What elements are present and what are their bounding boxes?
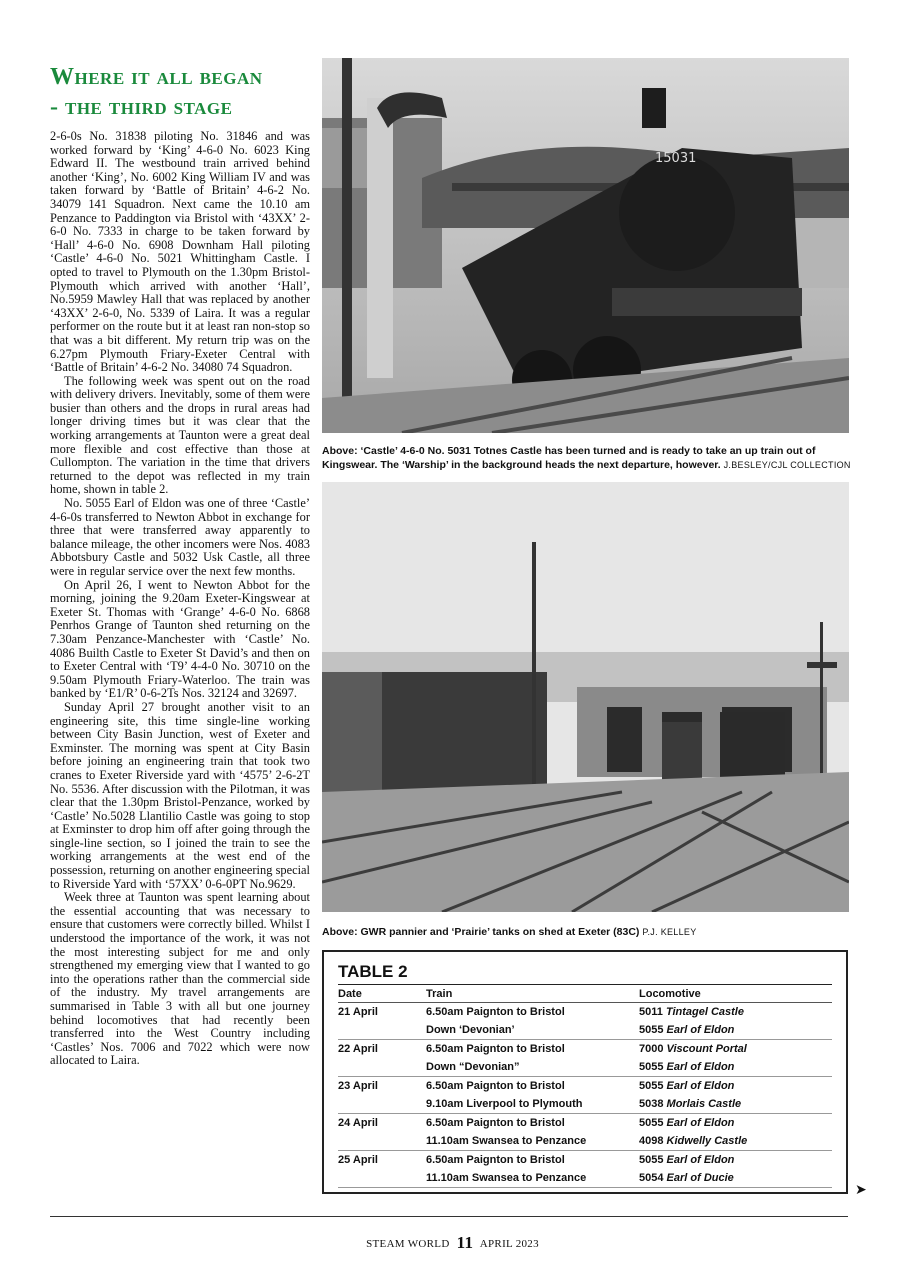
- caption-lead: Above:: [322, 445, 358, 457]
- cell-date: [338, 1021, 426, 1040]
- col-header-locomotive: Locomotive: [639, 985, 832, 1003]
- headline-line-2: - the third stage: [50, 94, 233, 120]
- table-header-row: [338, 985, 832, 1003]
- issue-date: APRIL 2023: [479, 1238, 539, 1250]
- photo-exeter-shed: [322, 482, 849, 912]
- paragraph: The following week was spent out on the road with delivery drivers. Inevitably, some of them were busier than others and the drops in rural areas had longer driving times but it was clear that the working arrangements at Taunton were a great deal more flexible and cost effective than those at Cullompton. The variation in the time that drivers returned to the depot was reflected in my train home, shown in table 2.: [50, 373, 310, 497]
- photo2-caption: [322, 925, 862, 939]
- cell-loco: 4098 Kidwelly Castle: [639, 1132, 832, 1151]
- cell-date: [338, 1132, 426, 1151]
- photo1-caption: [322, 444, 862, 472]
- magazine-name: STEAM WORLD: [366, 1238, 450, 1250]
- paragraph: Week three at Taunton was spent learning about the essential accounting that was necessary to ensure that customers were correctly billed. Whilst I understood the importance of the work, it was not the most interesting subject for me and only strengthened my emerging view that I wanted to go into the operations rather than the commercial side of the industry. My travel arrangements are summarised in Table 3 with all but one journey behind locomotives that had recently been transferred into the West Country including ‘Castles’ Nos. 7006 and 7022 which were now allocated to Laira.: [50, 890, 310, 1068]
- table-row: [338, 1003, 832, 1022]
- cell-loco: 5011 Tintagel Castle: [639, 1006, 744, 1018]
- photo-credit: J.BESLEY/CJL COLLECTION: [723, 460, 851, 470]
- cell-loco: 5055 Earl of Eldon: [639, 1080, 735, 1092]
- table-row: [338, 1114, 832, 1133]
- cell-date: [338, 1095, 426, 1114]
- cell-train: 6.50am Paignton to Bristol: [426, 1117, 565, 1129]
- table-2: [322, 950, 848, 1194]
- cell-date: [338, 1058, 426, 1077]
- cell-loco: 7000 Viscount Portal: [639, 1043, 747, 1055]
- cell-date: 25 April: [338, 1154, 378, 1166]
- shed-photo-illustration: [322, 482, 849, 912]
- table-row: [338, 1169, 832, 1188]
- locomotive-photo-illustration: [322, 58, 849, 433]
- table-title: TABLE 2: [338, 962, 408, 981]
- cell-date: 24 April: [338, 1117, 378, 1129]
- cell-train: 9.10am Liverpool to Plymouth: [426, 1095, 639, 1114]
- continue-arrow-icon: ➤: [855, 1182, 867, 1198]
- photo-castle-locomotive: [322, 58, 849, 433]
- article-body: [50, 130, 310, 1068]
- paragraph: 2-6-0s No. 31838 piloting No. 31846 and was worked forward by ‘King’ 4-6-0 No. 6023 King Edward II. The westbound train arrived behind another ‘King’, No. 6002 King William IV and was taken forward by ‘Battle of Britain’ 4-6-2 No. 34079 141 Squadron. Next came the 10.10 am Penzance to Paddington via Bristol with ‘43XX’ 2-6-0 No. 7333 in charge to be taken forward by ‘Hall’ 4-6-0 No. 6908 Downham Hall piloting ‘Castle’ 4-6-0 No. 5021 Whittingham Castle. I opted to travel to Plymouth on the 1.30pm Bristol-Plymouth which arrived with another ‘Hall’, No.5959 Mawley Hall that was replaced by another ‘43XX’ 2-6-0, No. 5339 of Laira. It was a regular performer on the route but it at least ran non-stop so that was a bit different. My return trip was on the 6.27pm Plymouth Friary-Exeter Central with ‘Battle of Britain’ 4-6-2 No. 34080 74 Squadron.: [50, 129, 310, 375]
- table-row: [338, 1151, 832, 1170]
- caption-lead: Above:: [322, 926, 358, 938]
- page-footer: [0, 1233, 905, 1253]
- col-header-train: Train: [426, 985, 639, 1003]
- smokebox-number: 15031: [655, 151, 697, 166]
- cell-date: [338, 1169, 426, 1188]
- footer-divider: [50, 1216, 848, 1217]
- cell-train: 6.50am Paignton to Bristol: [426, 1080, 565, 1092]
- cell-loco: 5054 Earl of Ducie: [639, 1169, 832, 1188]
- paragraph: On April 26, I went to Newton Abbot for the morning, joining the 9.20am Exeter-Kingswear at Exeter St. Thomas with ‘Grange’ 4-6-0 No. 6868 Penrhos Grange of Taunton shed returning on the 7.30am Penzance-Manchester with ‘Castle’ No. 4086 Builth Castle to Exeter St David’s and then on to Exeter Central with ‘T9’ 4-4-0 No. 30710 on the 9.50am Plymouth Friary-Waterloo. The train was banked by ‘E1/R’ 0-6-2Ts Nos. 32124 and 32697.: [50, 577, 310, 701]
- headline-line-1: Where it all began: [50, 64, 263, 90]
- cell-train: Down “Devonian”: [426, 1058, 639, 1077]
- cell-train: 6.50am Paignton to Bristol: [426, 1043, 565, 1055]
- cell-loco: 5055 Earl of Eldon: [639, 1117, 735, 1129]
- table-row: [338, 1021, 832, 1040]
- cell-loco: 5055 Earl of Eldon: [639, 1058, 832, 1077]
- table-row: [338, 1058, 832, 1077]
- cell-train: 6.50am Paignton to Bristol: [426, 1154, 565, 1166]
- cell-train: Down ‘Devonian’: [426, 1021, 639, 1040]
- article-column: [50, 62, 310, 1068]
- cell-date: 21 April: [338, 1006, 378, 1018]
- cell-loco: 5055 Earl of Eldon: [639, 1154, 735, 1166]
- cell-loco: 5038 Morlais Castle: [639, 1095, 832, 1114]
- table-row: [338, 1095, 832, 1114]
- col-header-date: Date: [338, 985, 426, 1003]
- cell-train: 11.10am Swansea to Penzance: [426, 1169, 639, 1188]
- train-table: [338, 984, 832, 1188]
- table-row: [338, 1132, 832, 1151]
- caption-text: ‘Castle’ 4-6-0 No. 5031 Totnes Castle has been turned and is ready to take an up train out of Kingswear. The ‘Warship’ in the background heads the next departure, however.: [322, 445, 816, 471]
- table-row: [338, 1077, 832, 1096]
- paragraph: No. 5055 Earl of Eldon was one of three ‘Castle’ 4-6-0s transferred to Newton Abbot in exchange for three that were transferred away apparently to balance mileage, the other incomers were Nos. 4083 Abbotsbury Castle and 5032 Usk Castle, all three were in regular service over the next few months.: [50, 496, 310, 578]
- cell-date: 23 April: [338, 1080, 378, 1092]
- paragraph: Sunday April 27 brought another visit to an engineering site, this time single-line working between City Basin Junction, west of Exeter and Exminster. The morning was spent at City Basin before joining an engineering train that took two cranes to Exeter Riverside yard with ‘4575’ 2-6-2T No. 5536. After discussion with the Pilotman, it was clear that the 1.30pm Bristol-Penzance, worked by ‘Castle’ No.5028 Llantilio Castle was going to stop at Exminster to drop him off after going through the single-line section, so I joined the train to see the working arrangements at the west end of the possession, returning on another engineering special to Riverside Yard with ‘57XX’ 0-6-0PT No.9629.: [50, 699, 310, 891]
- cell-train: 6.50am Paignton to Bristol: [426, 1006, 565, 1018]
- article-headline: [50, 62, 310, 122]
- caption-text: GWR pannier and ‘Prairie’ tanks on shed at Exeter (83C): [360, 926, 640, 938]
- page-number: 11: [456, 1233, 474, 1252]
- cell-train: 11.10am Swansea to Penzance: [426, 1132, 639, 1151]
- photo-credit: P.J. KELLEY: [642, 927, 697, 937]
- cell-loco: 5055 Earl of Eldon: [639, 1021, 832, 1040]
- cell-date: 22 April: [338, 1043, 378, 1055]
- table-row: [338, 1040, 832, 1059]
